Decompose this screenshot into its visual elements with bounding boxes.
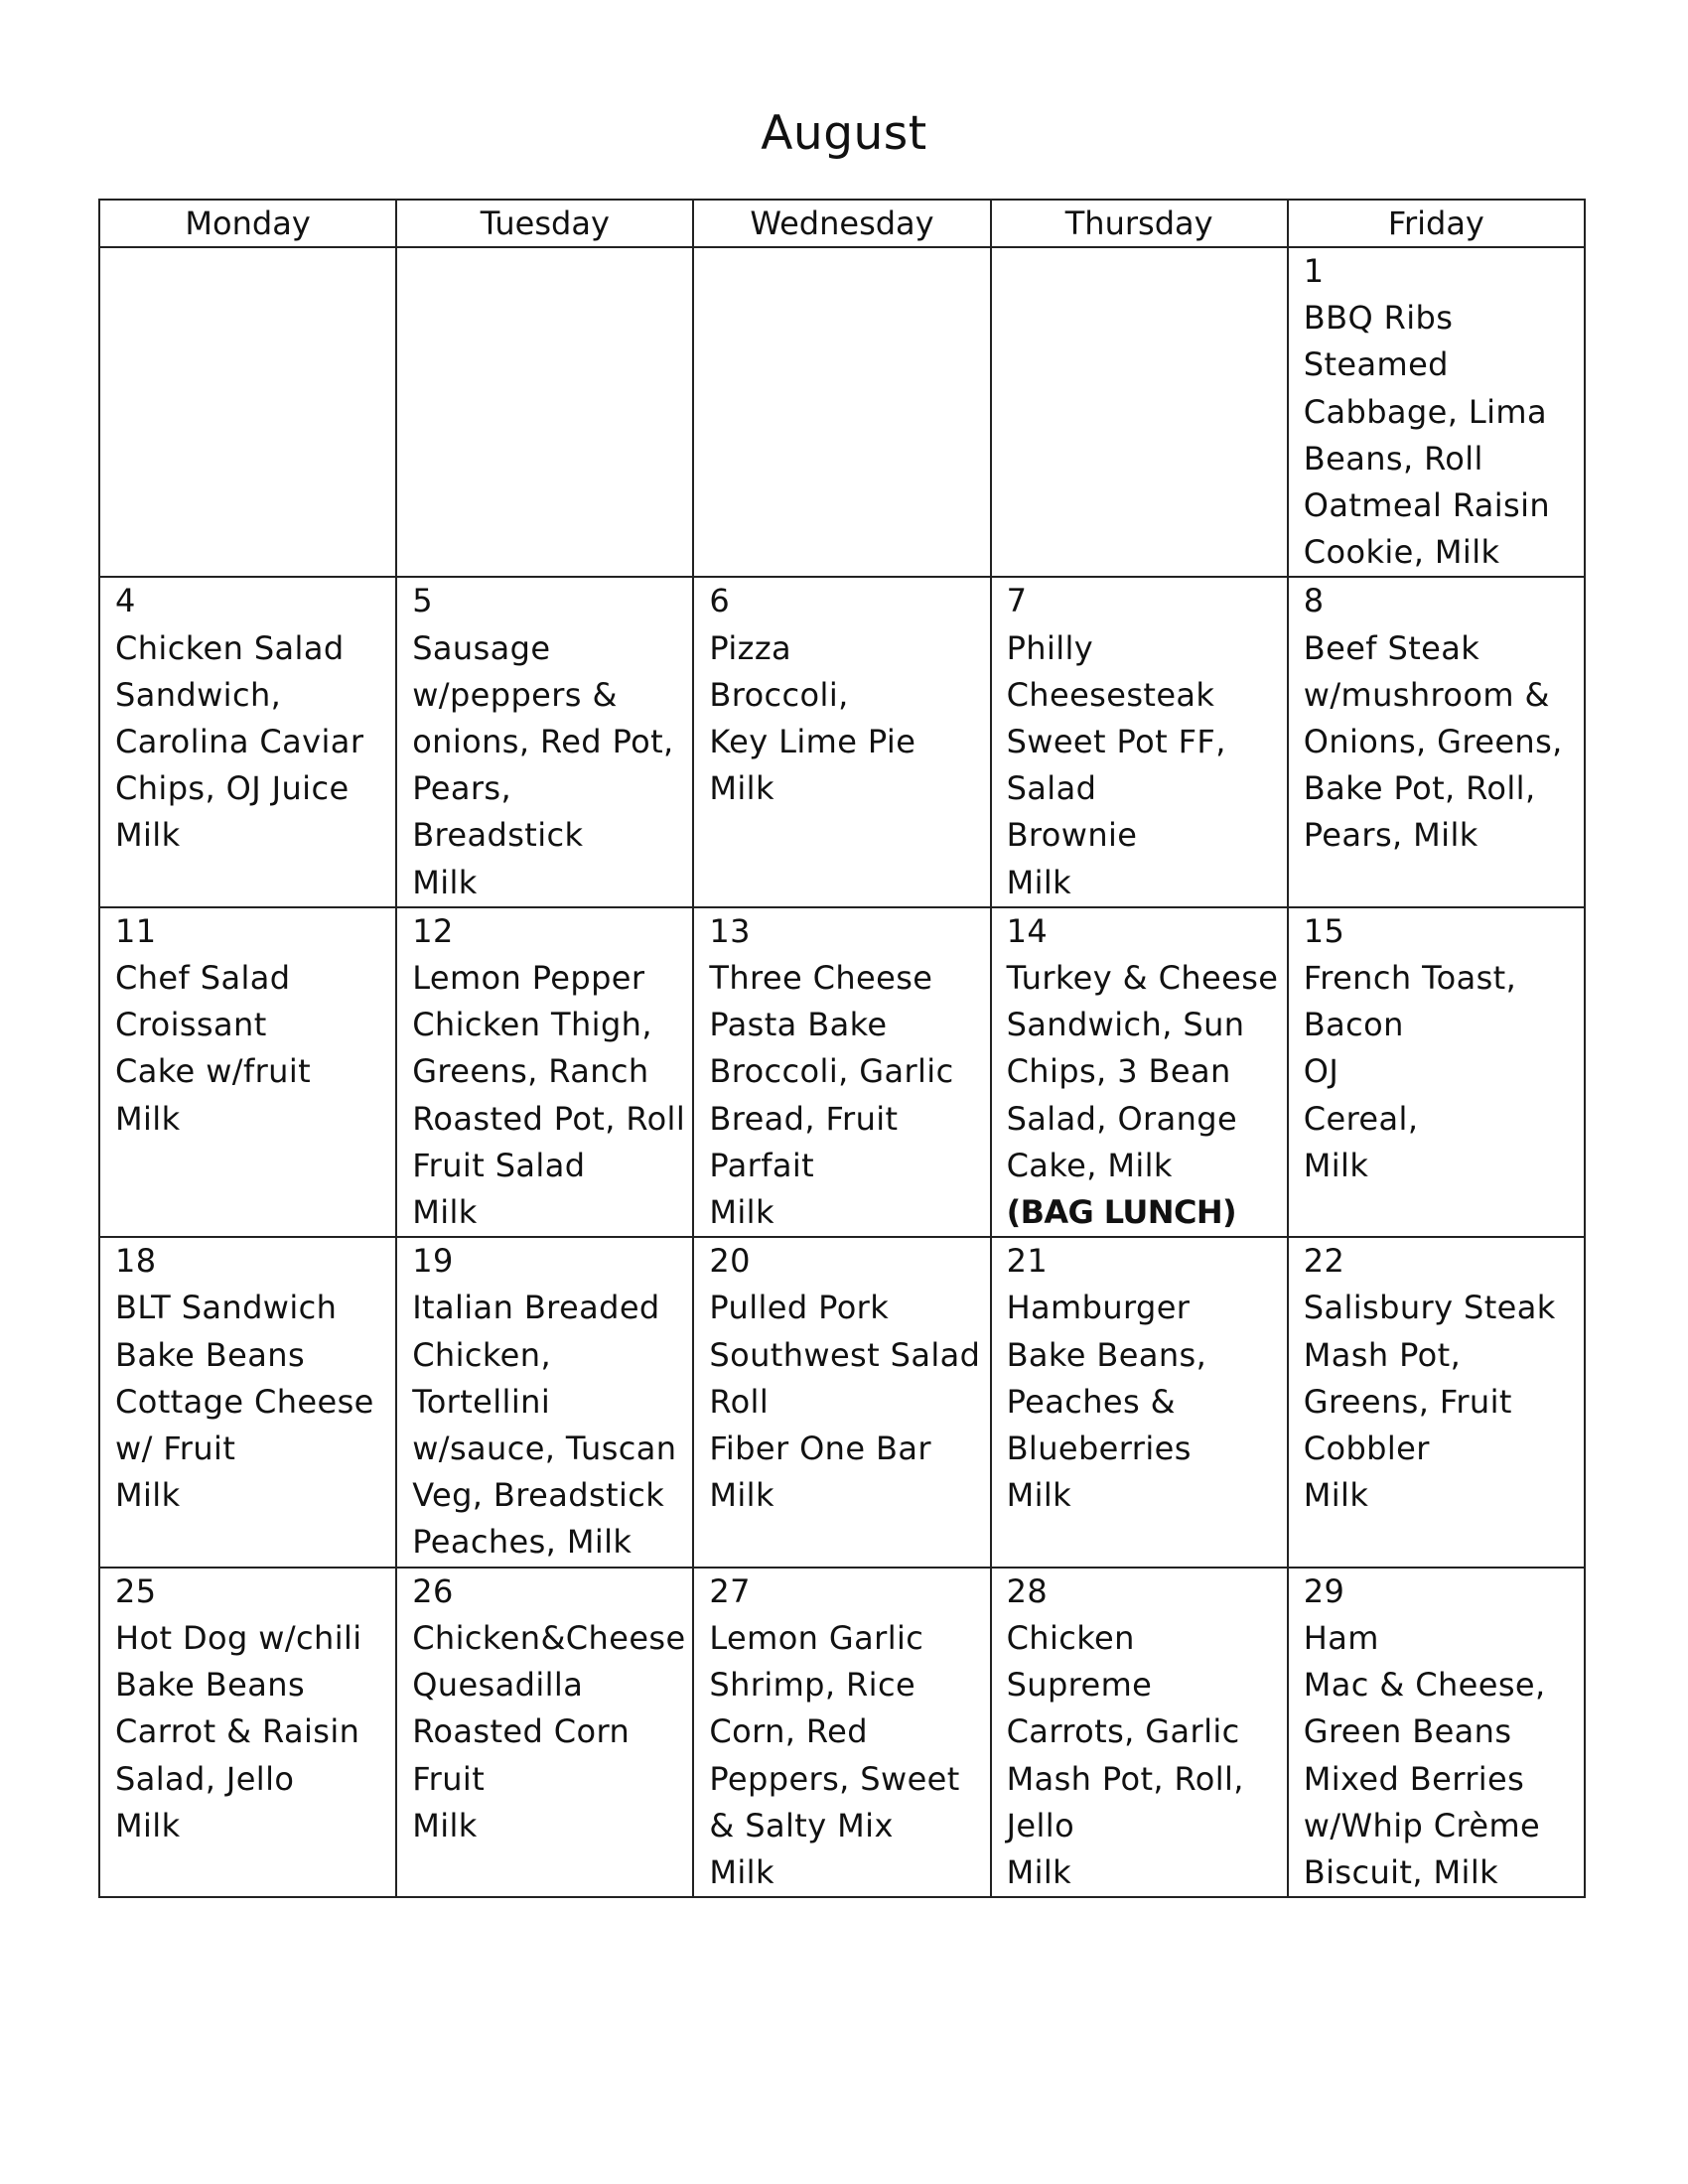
- bag-lunch-note: (BAG LUNCH): [1006, 1193, 1237, 1232]
- day-menu: 14 Turkey & Cheese Sandwich, Sun Chips, 3 Bean Salad, Orange Cake, Milk: [1006, 911, 1279, 1184]
- week-row: [99, 1237, 1585, 1567]
- day-cell: [99, 1568, 396, 1897]
- page-title: August: [761, 106, 927, 161]
- day-menu: 26 Chicken&Cheese Quesadilla Roasted Corn Fruit Milk: [412, 1571, 686, 1844]
- day-menu: 7 Philly Cheesesteak Sweet Pot FF, Salad Brownie Milk: [1006, 582, 1226, 901]
- day-cell: [99, 907, 396, 1237]
- day-menu: 28 Chicken Supreme Carrots, Garlic Mash Pot, Roll, Jello Milk: [1006, 1571, 1244, 1891]
- day-cell: [991, 577, 1288, 906]
- day-menu: 27 Lemon Garlic Shrimp, Rice Corn, Red Peppers, Sweet & Salty Mix Milk: [709, 1571, 960, 1891]
- day-cell: [396, 577, 693, 906]
- week-row: [99, 907, 1585, 1237]
- day-cell: [396, 1237, 693, 1567]
- day-cell: [991, 1568, 1288, 1897]
- day-menu: 18 BLT Sandwich Bake Beans Cottage Cheese w/ Fruit Milk: [115, 1242, 374, 1515]
- day-menu: 8 Beef Steak w/mushroom & Onions, Greens, Bake Pot, Roll, Pears, Milk: [1303, 582, 1563, 855]
- day-cell: [1288, 1568, 1585, 1897]
- week-row: [99, 247, 1585, 577]
- day-cell: [1288, 1237, 1585, 1567]
- day-cell: [99, 1237, 396, 1567]
- weekday-header-thursday: Thursday: [991, 200, 1288, 247]
- day-cell: [1288, 247, 1585, 577]
- day-cell: [693, 247, 990, 577]
- day-cell: [1288, 577, 1585, 906]
- day-cell: [693, 907, 990, 1237]
- day-cell: [693, 1237, 990, 1567]
- weekday-header-wednesday: Wednesday: [693, 200, 990, 247]
- day-menu: 6 Pizza Broccoli, Key Lime Pie Milk: [709, 582, 916, 808]
- day-cell: [396, 247, 693, 577]
- week-row: [99, 1568, 1585, 1897]
- day-cell: [991, 1237, 1288, 1567]
- weekday-header-row: [99, 200, 1585, 247]
- day-menu: 22 Salisbury Steak Mash Pot, Greens, Fruit Cobbler Milk: [1303, 1242, 1556, 1515]
- day-menu: 19 Italian Breaded Chicken, Tortellini w/sauce, Tuscan Veg, Breadstick Peaches, Milk: [412, 1242, 677, 1562]
- lunch-menu-calendar: [98, 199, 1586, 1898]
- day-menu: 4 Chicken Salad Sandwich, Carolina Caviar Chips, OJ Juice Milk: [115, 582, 364, 855]
- day-menu: 25 Hot Dog w/chili Bake Beans Carrot & Raisin Salad, Jello Milk: [115, 1571, 362, 1844]
- day-cell: [693, 1568, 990, 1897]
- day-cell: [396, 1568, 693, 1897]
- day-menu: 21 Hamburger Bake Beans, Peaches & Blueberries Milk: [1006, 1242, 1207, 1515]
- day-cell: [396, 907, 693, 1237]
- day-menu: 1 BBQ Ribs Steamed Cabbage, Lima Beans, Roll Oatmeal Raisin Cookie, Milk: [1303, 252, 1551, 572]
- day-cell: [991, 907, 1288, 1237]
- weekday-header-tuesday: Tuesday: [396, 200, 693, 247]
- day-menu: 20 Pulled Pork Southwest Salad Roll Fiber One Bar Milk: [709, 1242, 981, 1515]
- day-menu: 15 French Toast, Bacon OJ Cereal, Milk: [1303, 911, 1517, 1184]
- day-menu: 11 Chef Salad Croissant Cake w/fruit Milk: [115, 911, 312, 1138]
- day-cell: [99, 247, 396, 577]
- day-menu: 29 Ham Mac & Cheese, Green Beans Mixed Berries w/Whip Crème Biscuit, Milk: [1303, 1571, 1546, 1891]
- day-menu: 5 Sausage w/peppers & onions, Red Pot, Pears, Breadstick Milk: [412, 582, 674, 901]
- day-cell: [991, 247, 1288, 577]
- weekday-header-friday: Friday: [1288, 200, 1585, 247]
- week-row: [99, 577, 1585, 906]
- day-cell: [693, 577, 990, 906]
- day-cell: [99, 577, 396, 906]
- day-menu: 13 Three Cheese Pasta Bake Broccoli, Garlic Bread, Fruit Parfait Milk: [709, 911, 954, 1232]
- day-menu: 12 Lemon Pepper Chicken Thigh, Greens, Ranch Roasted Pot, Roll Fruit Salad Milk: [412, 911, 686, 1232]
- day-cell: [1288, 907, 1585, 1237]
- weekday-header-monday: Monday: [99, 200, 396, 247]
